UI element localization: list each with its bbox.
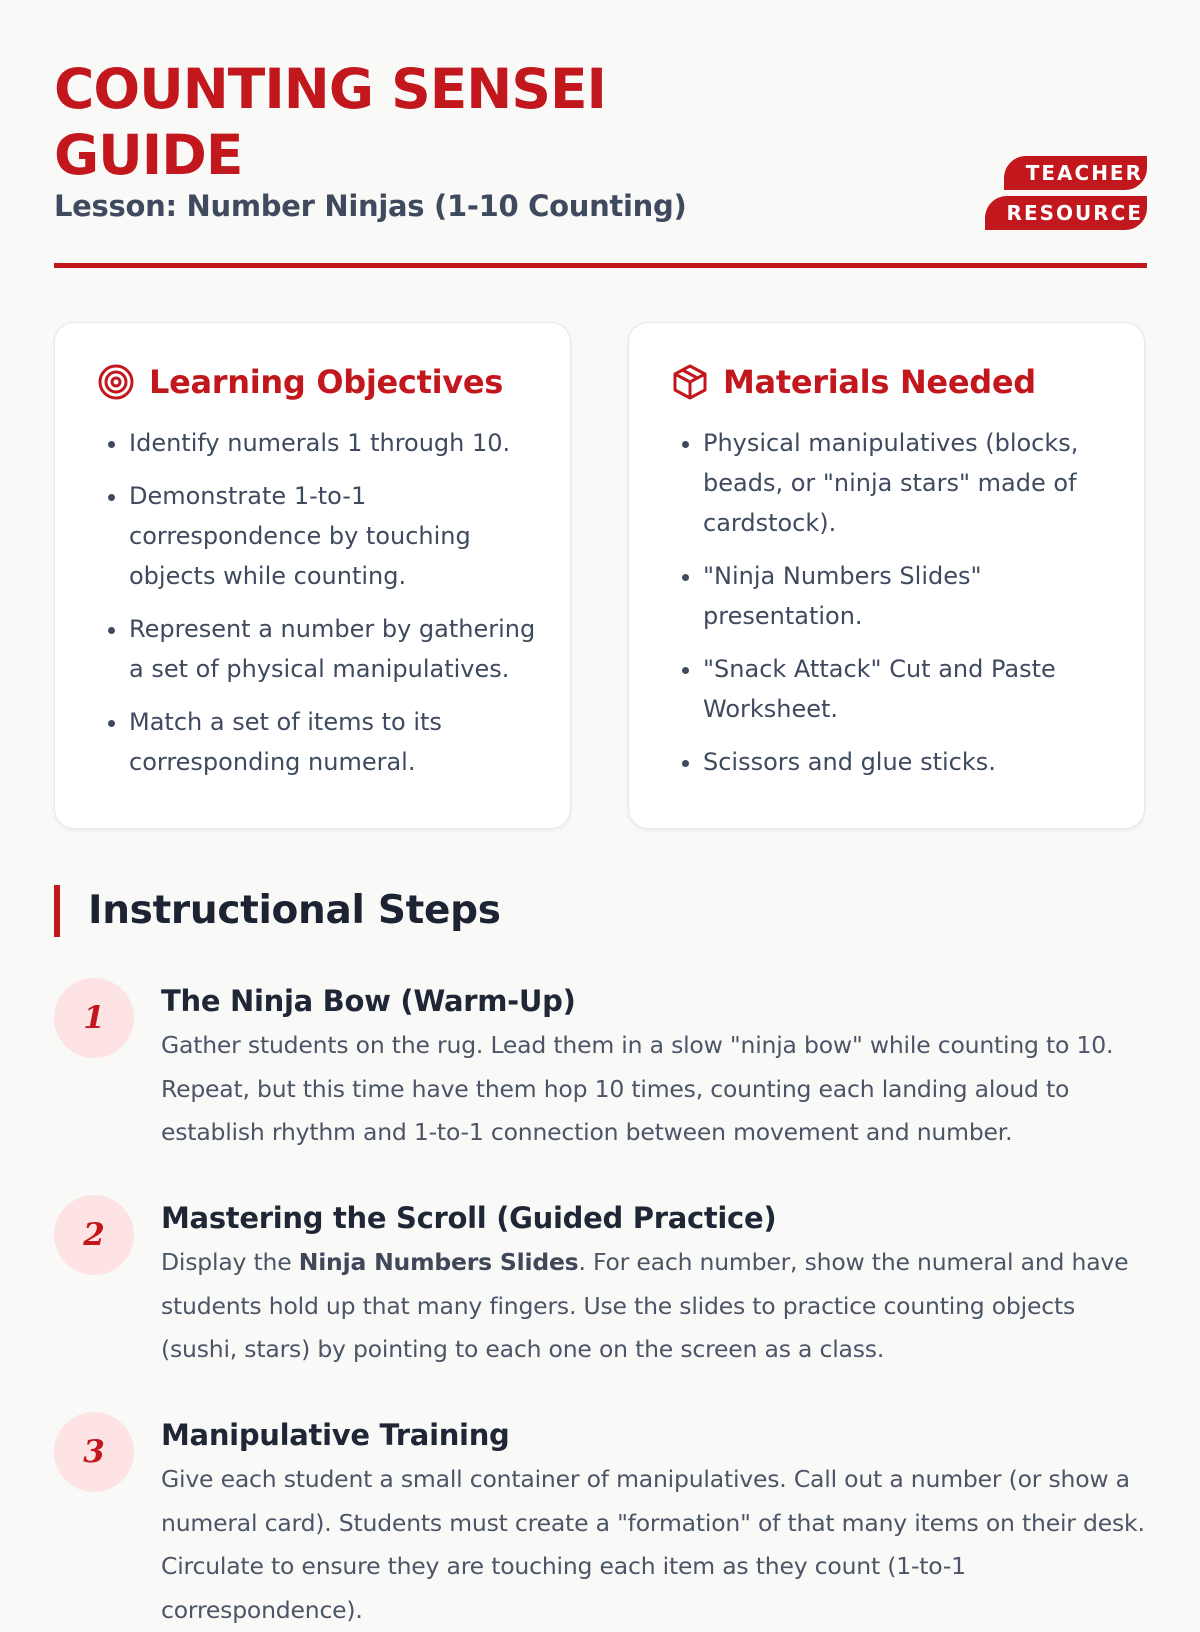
material-item: • "Snack Attack" Cut and Paste Worksheet. [703,649,1114,729]
step-title: Mastering the Scroll (Guided Practice) [161,1201,777,1235]
lesson-guide-page [54,0,1147,1624]
objectives-list [100,423,540,795]
materials-list [674,423,1114,795]
objectives-card-header [97,363,503,401]
page-title: COUNTING SENSEI GUIDE [54,57,606,187]
page-header [54,0,1147,268]
step-text: . For each number, show the numeral and have students hold up that many fingers. Use the slides to practice counting objects (sushi, stars) by pointing to each one on the screen as a class. [161,1248,1129,1363]
objectives-card [54,322,571,829]
material-item: • "Ninja Numbers Slides" presentation. [703,556,1114,636]
objective-item: • Match a set of items to its corresponding numeral. [129,702,540,782]
step-number-badge: 1 [54,978,134,1058]
target-icon [97,363,135,401]
objective-item: • Represent a number by gathering a set of physical manipulatives. [129,609,540,689]
step-title: The Ninja Bow (Warm-Up) [161,984,576,1018]
materials-card-header [671,363,1036,401]
material-item: • Physical manipulatives (blocks, beads, or "ninja stars" made of cardstock). [703,423,1114,543]
resource-badge-label: TEACHER RESOURCE [985,156,1147,230]
instructional-steps-heading: Instructional Steps [54,885,501,937]
step-description: Give each student a small container of manipulatives. Call out a number (or show a numeral card). Students must create a "formation" of that many items on their desk. Circulate to ensure they are touching each item as they count (1-to-1 correspondence). [161,1465,1145,1624]
step-number-badge: 3 [54,1412,134,1492]
lesson-subtitle: Lesson: Number Ninjas (1-10 Counting) [54,189,687,223]
step-text: Display the [161,1248,299,1276]
box-icon [671,363,709,401]
step-title: Manipulative Training [161,1418,510,1452]
resource-badge [975,153,1147,233]
objectives-title: Learning Objectives [149,363,503,401]
step-description [161,1241,1151,1372]
step-number-badge: 2 [54,1195,134,1275]
materials-title: Materials Needed [723,363,1036,401]
material-item: • Scissors and glue sticks. [703,742,1114,782]
objective-item: • Identify numerals 1 through 10. [129,423,540,463]
materials-card [628,322,1145,829]
step-description: Gather students on the rug. Lead them in a slow "ninja bow" while counting to 10. Repeat, but this time have them hop 10 times, counting each landing aloud to establish rhythm and 1-to-1 connection between movement and number. [161,1031,1114,1146]
objective-item: • Demonstrate 1-to-1 correspondence by touching objects while counting. [129,476,540,596]
slides-reference: Ninja Numbers Slides [298,1248,579,1276]
